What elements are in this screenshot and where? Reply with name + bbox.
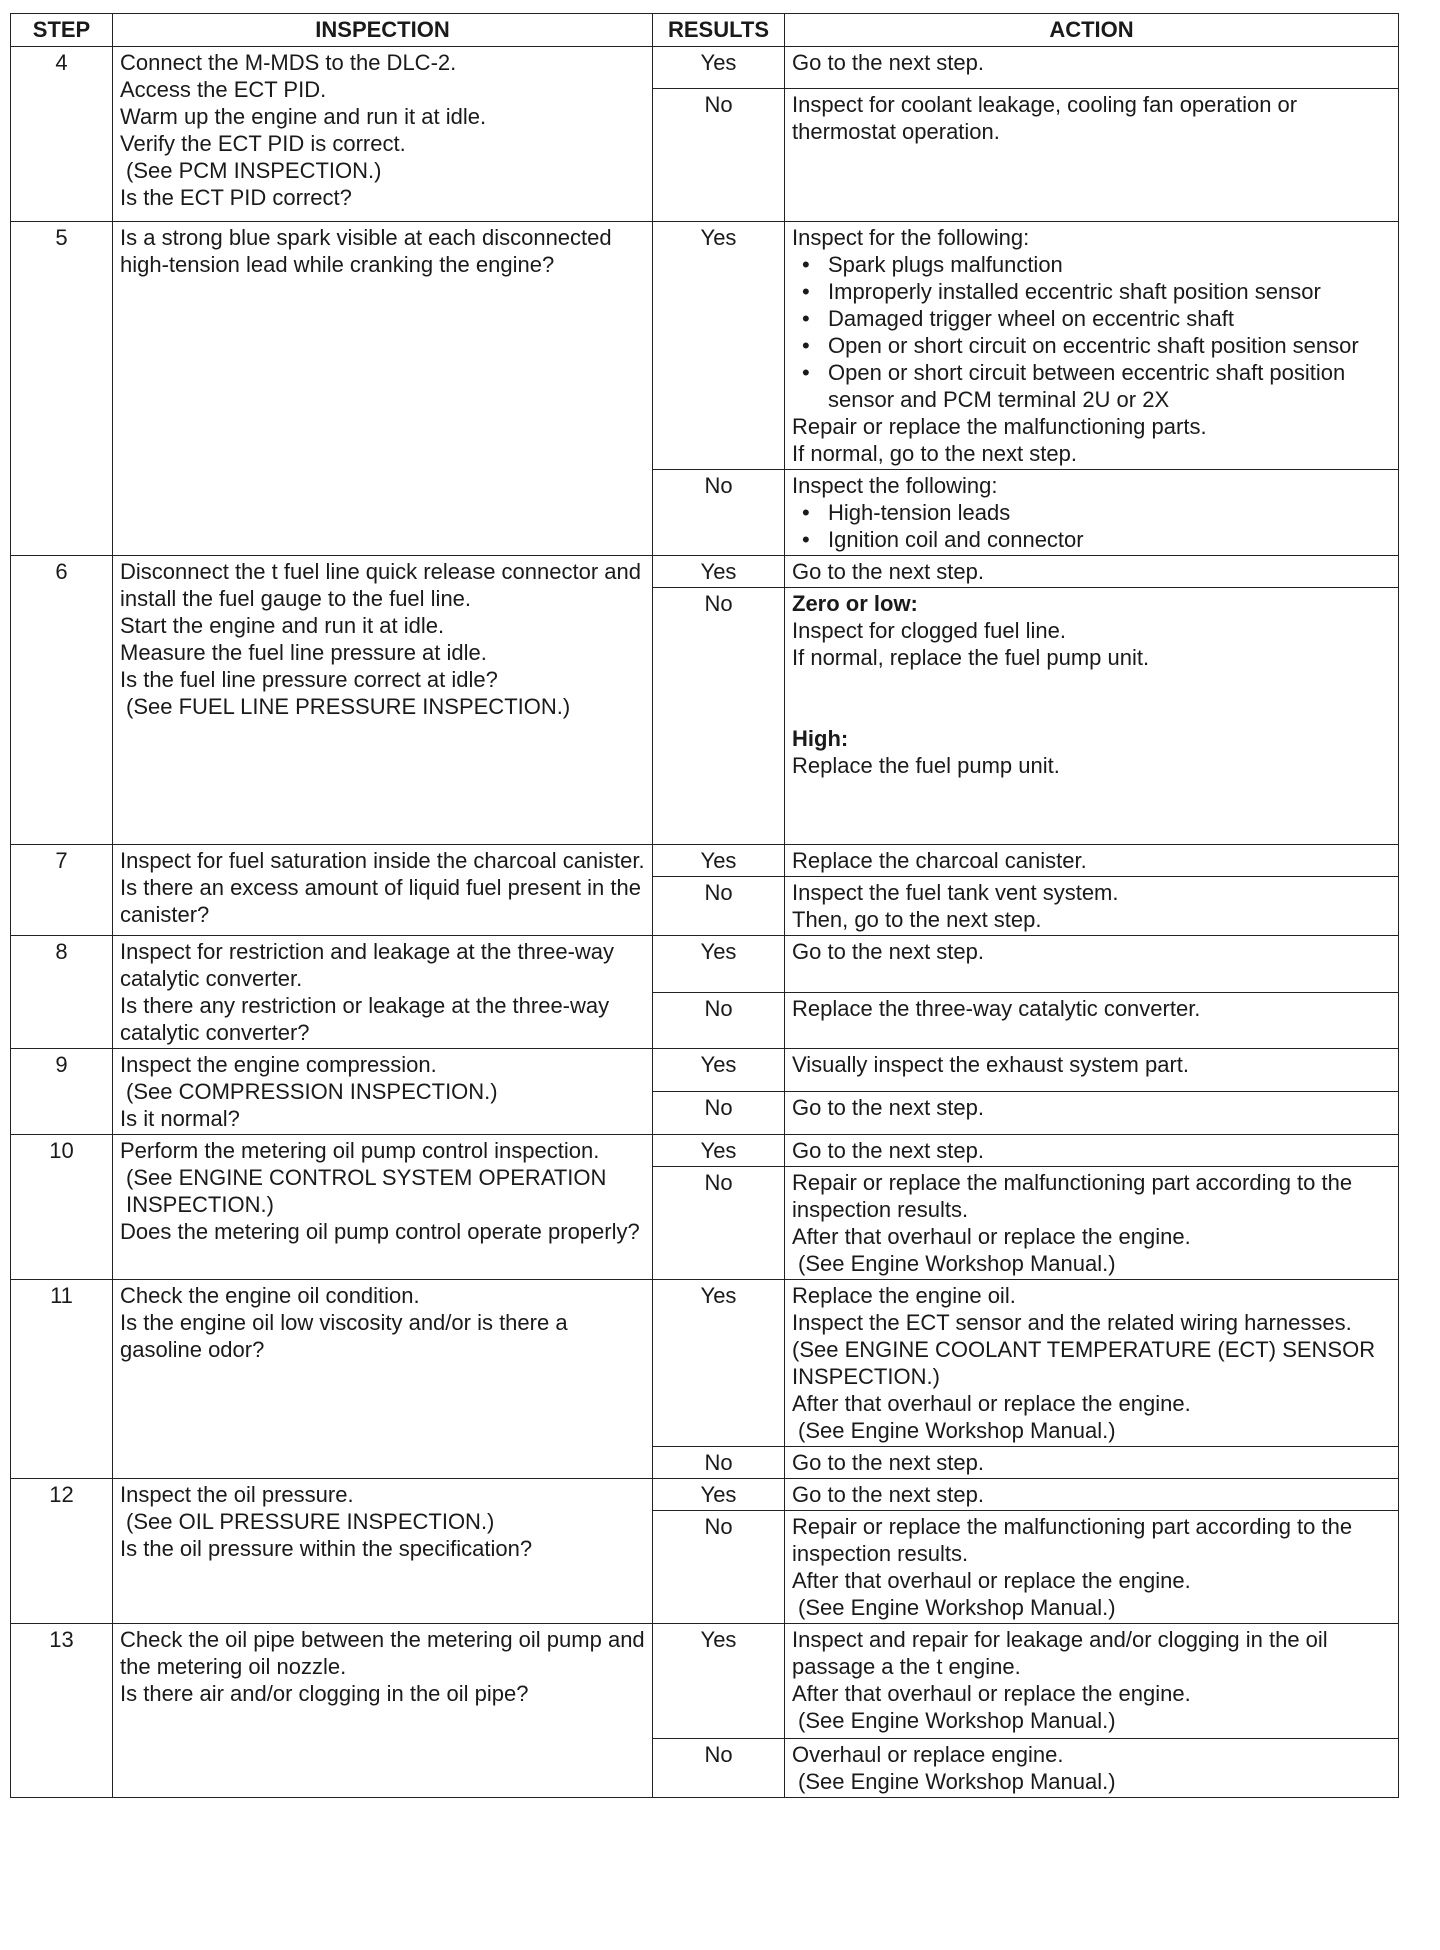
result-no: No bbox=[653, 992, 785, 1049]
inspection-question: Is the oil pressure within the specification? bbox=[120, 1536, 533, 1561]
step-number: 10 bbox=[11, 1135, 113, 1280]
action-no bbox=[785, 877, 1399, 936]
action-line: Overhaul or replace engine. bbox=[792, 1742, 1064, 1767]
action-line: Inspect for coolant leakage, cooling fan operation or thermostat operation. bbox=[792, 92, 1298, 144]
action-bullet-list bbox=[792, 251, 1391, 413]
action-line: Repair or replace the malfunctioning part according to the inspection results. bbox=[792, 1514, 1353, 1566]
header-step: STEP bbox=[11, 14, 113, 47]
inspection-cell bbox=[113, 1479, 653, 1624]
table-row bbox=[11, 936, 1399, 993]
inspection-reference: (See FUEL LINE PRESSURE INSPECTION.) bbox=[126, 694, 571, 719]
inspection-line: Verify the ECT PID is correct. bbox=[120, 131, 406, 156]
action-yes bbox=[785, 936, 1399, 993]
action-line: Then, go to the next step. bbox=[792, 907, 1042, 932]
table-row bbox=[11, 1624, 1399, 1739]
inspection-reference: (See ENGINE CONTROL SYSTEM OPERATION INSPECTION.) bbox=[126, 1165, 607, 1217]
step-number: 11 bbox=[11, 1280, 113, 1479]
action-subheading: High: bbox=[792, 726, 849, 751]
inspection-question: Is the fuel line pressure correct at idle? bbox=[120, 667, 498, 692]
step-number: 12 bbox=[11, 1479, 113, 1624]
step-number: 9 bbox=[11, 1049, 113, 1135]
table-row bbox=[11, 845, 1399, 877]
spacer bbox=[792, 671, 1391, 725]
list-item: • Spark plugs malfunction bbox=[828, 251, 1391, 278]
step-number: 5 bbox=[11, 222, 113, 556]
action-line: Go to the next step. bbox=[792, 1095, 985, 1120]
inspection-line: Measure the fuel line pressure at idle. bbox=[120, 640, 487, 665]
result-no: No bbox=[653, 588, 785, 845]
inspection-line: Disconnect the t fuel line quick release connector and install the fuel gauge to the fuel line. bbox=[120, 559, 641, 611]
inspection-cell bbox=[113, 1135, 653, 1280]
result-no: No bbox=[653, 1447, 785, 1479]
result-yes: Yes bbox=[653, 1049, 785, 1092]
result-yes: Yes bbox=[653, 556, 785, 588]
header-action: ACTION bbox=[785, 14, 1399, 47]
inspection-line: Check the oil pipe between the metering oil pump and the metering oil nozzle. bbox=[120, 1627, 645, 1679]
action-line: If normal, go to the next step. bbox=[792, 441, 1077, 466]
result-yes: Yes bbox=[653, 1135, 785, 1167]
diagnostic-table bbox=[10, 13, 1399, 1798]
table-row bbox=[11, 47, 1399, 89]
inspection-cell bbox=[113, 222, 653, 556]
inspection-cell bbox=[113, 1049, 653, 1135]
table-row bbox=[11, 556, 1399, 588]
result-yes: Yes bbox=[653, 1624, 785, 1739]
action-yes bbox=[785, 1049, 1399, 1092]
header-results: RESULTS bbox=[653, 14, 785, 47]
table-row bbox=[11, 1280, 1399, 1447]
list-item: • Damaged trigger wheel on eccentric shaft bbox=[828, 305, 1391, 332]
inspection-question: Is it normal? bbox=[120, 1106, 240, 1131]
action-reference: (See Engine Workshop Manual.) bbox=[798, 1769, 1116, 1794]
inspection-reference: (See PCM INSPECTION.) bbox=[126, 158, 382, 183]
action-no bbox=[785, 992, 1399, 1049]
inspection-question: Does the metering oil pump control operate properly? bbox=[120, 1219, 640, 1244]
inspection-line: Inspect for restriction and leakage at the three-way catalytic converter. bbox=[120, 939, 615, 991]
action-line: Repair or replace the malfunctioning part according to the inspection results. bbox=[792, 1170, 1353, 1222]
step-number: 6 bbox=[11, 556, 113, 845]
action-line: After that overhaul or replace the engine. bbox=[792, 1568, 1191, 1593]
action-line: Repair or replace the malfunctioning parts. bbox=[792, 414, 1207, 439]
action-yes bbox=[785, 1479, 1399, 1511]
action-line: Replace the engine oil. bbox=[792, 1283, 1016, 1308]
inspection-line: Check the engine oil condition. bbox=[120, 1283, 420, 1308]
action-no bbox=[785, 1447, 1399, 1479]
action-no bbox=[785, 89, 1399, 222]
step-number: 13 bbox=[11, 1624, 113, 1798]
step-number: 8 bbox=[11, 936, 113, 1049]
list-item: • High-tension leads bbox=[828, 499, 1391, 526]
action-yes bbox=[785, 845, 1399, 877]
action-yes bbox=[785, 222, 1399, 470]
action-line: After that overhaul or replace the engine. bbox=[792, 1224, 1191, 1249]
action-bullet-list bbox=[792, 499, 1391, 553]
inspection-line: Perform the metering oil pump control inspection. bbox=[120, 1138, 600, 1163]
inspection-line: Warm up the engine and run it at idle. bbox=[120, 104, 487, 129]
result-no: No bbox=[653, 1739, 785, 1798]
header-inspection: INSPECTION bbox=[113, 14, 653, 47]
action-reference: (See Engine Workshop Manual.) bbox=[798, 1418, 1116, 1443]
action-reference: (See Engine Workshop Manual.) bbox=[798, 1708, 1116, 1733]
step-number: 4 bbox=[11, 47, 113, 222]
result-yes: Yes bbox=[653, 1479, 785, 1511]
inspection-line: Inspect the engine compression. bbox=[120, 1052, 437, 1077]
action-line: Go to the next step. bbox=[792, 50, 985, 75]
action-line: If normal, replace the fuel pump unit. bbox=[792, 645, 1150, 670]
action-line: Visually inspect the exhaust system part. bbox=[792, 1052, 1190, 1077]
action-line: Inspect the ECT sensor and the related wiring harnesses. bbox=[792, 1310, 1352, 1335]
inspection-line: Start the engine and run it at idle. bbox=[120, 613, 445, 638]
list-item: • Improperly installed eccentric shaft position sensor bbox=[828, 278, 1391, 305]
action-no bbox=[785, 588, 1399, 845]
result-yes: Yes bbox=[653, 47, 785, 89]
action-yes bbox=[785, 1135, 1399, 1167]
inspection-reference: (See OIL PRESSURE INSPECTION.) bbox=[126, 1509, 495, 1534]
inspection-question: Is the ECT PID correct? bbox=[120, 185, 352, 210]
inspection-question: Is there any restriction or leakage at the three-way catalytic converter? bbox=[120, 993, 610, 1045]
action-yes bbox=[785, 1624, 1399, 1739]
inspection-cell bbox=[113, 845, 653, 936]
table-row bbox=[11, 222, 1399, 470]
action-yes bbox=[785, 1280, 1399, 1447]
inspection-reference: (See COMPRESSION INSPECTION.) bbox=[126, 1079, 498, 1104]
action-no bbox=[785, 470, 1399, 556]
action-no bbox=[785, 1167, 1399, 1280]
result-no: No bbox=[653, 470, 785, 556]
action-line: Go to the next step. bbox=[792, 1482, 985, 1507]
action-line: After that overhaul or replace the engine. bbox=[792, 1391, 1191, 1416]
action-line: After that overhaul or replace the engine. bbox=[792, 1681, 1191, 1706]
action-no bbox=[785, 1739, 1399, 1798]
action-reference: (See Engine Workshop Manual.) bbox=[798, 1251, 1116, 1276]
action-yes bbox=[785, 47, 1399, 89]
action-line: Go to the next step. bbox=[792, 939, 985, 964]
action-line: Replace the three-way catalytic converter. bbox=[792, 995, 1201, 1021]
inspection-cell bbox=[113, 556, 653, 845]
action-line: Go to the next step. bbox=[792, 559, 985, 584]
table-row bbox=[11, 1479, 1399, 1511]
inspection-question: Is the engine oil low viscosity and/or is there a gasoline odor? bbox=[120, 1310, 568, 1362]
action-subheading: Zero or low: bbox=[792, 591, 918, 616]
action-yes bbox=[785, 556, 1399, 588]
action-no bbox=[785, 1511, 1399, 1624]
result-no: No bbox=[653, 1092, 785, 1135]
action-reference: (See Engine Workshop Manual.) bbox=[798, 1595, 1116, 1620]
action-intro: Inspect for the following: bbox=[792, 225, 1030, 250]
action-line: Go to the next step. bbox=[792, 1450, 985, 1475]
inspection-question: Is there an excess amount of liquid fuel present in the canister? bbox=[120, 875, 641, 927]
action-line: Replace the charcoal canister. bbox=[792, 848, 1087, 873]
action-line: Inspect the fuel tank vent system. bbox=[792, 880, 1119, 905]
inspection-cell bbox=[113, 47, 653, 222]
result-no: No bbox=[653, 1511, 785, 1624]
list-item: • Open or short circuit between eccentric shaft position sensor and PCM terminal 2U or 2X bbox=[828, 359, 1391, 413]
action-intro: Inspect the following: bbox=[792, 473, 998, 498]
step-number: 7 bbox=[11, 845, 113, 936]
action-line: Replace the fuel pump unit. bbox=[792, 753, 1060, 778]
inspection-cell bbox=[113, 1280, 653, 1479]
list-item: • Ignition coil and connector bbox=[828, 526, 1391, 553]
action-reference: (See ENGINE COOLANT TEMPERATURE (ECT) SENSOR INSPECTION.) bbox=[792, 1337, 1376, 1389]
table-row bbox=[11, 1049, 1399, 1092]
inspection-cell bbox=[113, 936, 653, 1049]
table-row bbox=[11, 1135, 1399, 1167]
result-no: No bbox=[653, 89, 785, 222]
inspection-line: Access the ECT PID. bbox=[120, 77, 327, 102]
action-line: Inspect for clogged fuel line. bbox=[792, 618, 1066, 643]
result-yes: Yes bbox=[653, 845, 785, 877]
table-header-row bbox=[11, 14, 1399, 47]
result-yes: Yes bbox=[653, 1280, 785, 1447]
inspection-question: Is there air and/or clogging in the oil pipe? bbox=[120, 1681, 529, 1706]
result-no: No bbox=[653, 1167, 785, 1280]
inspection-line: Inspect the oil pressure. bbox=[120, 1482, 354, 1507]
inspection-line: Inspect for fuel saturation inside the charcoal canister. bbox=[120, 848, 645, 873]
action-line: Inspect and repair for leakage and/or clogging in the oil passage a the t engine. bbox=[792, 1627, 1328, 1679]
result-yes: Yes bbox=[653, 936, 785, 993]
inspection-line: Connect the M-MDS to the DLC-2. bbox=[120, 50, 457, 75]
inspection-question: Is a strong blue spark visible at each disconnected high-tension lead while cranking the engine? bbox=[120, 225, 612, 277]
action-no bbox=[785, 1092, 1399, 1135]
list-item: • Open or short circuit on eccentric shaft position sensor bbox=[828, 332, 1391, 359]
result-no: No bbox=[653, 877, 785, 936]
result-yes: Yes bbox=[653, 222, 785, 470]
inspection-cell bbox=[113, 1624, 653, 1798]
action-line: Go to the next step. bbox=[792, 1138, 985, 1163]
